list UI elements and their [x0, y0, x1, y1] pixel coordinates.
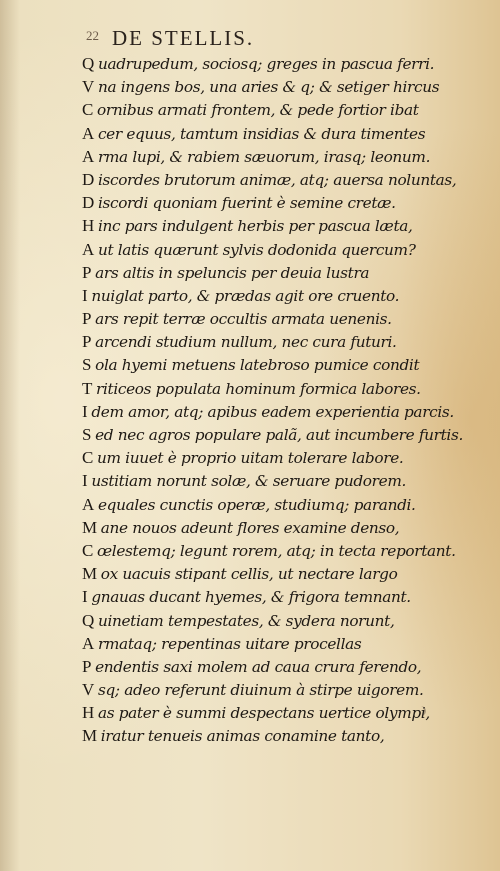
verse-text: dem amor, atq; apibus eadem experientia parcis.	[91, 402, 454, 421]
verse-initial: C	[82, 540, 93, 560]
verse-line	[82, 701, 463, 724]
verse-text: nuiglat parto, & prædas agit ore cruento.	[91, 286, 400, 305]
verse-line	[82, 632, 463, 655]
ink-mark	[416, 706, 426, 716]
verse-text: endentis saxi molem ad caua crura ferendo,	[95, 657, 422, 676]
verse-initial: D	[82, 193, 94, 213]
verse-line	[82, 307, 463, 330]
verse-text: ornibus armati frontem, & pede fortior ibat	[97, 101, 419, 120]
verse-line	[82, 238, 463, 261]
verse-line	[82, 377, 463, 400]
verse-line	[82, 353, 463, 376]
verse-text: iratur tenueis animas conamine tanto,	[100, 727, 385, 746]
verse-text: iscordi quoniam fuerint è semine cretæ.	[97, 194, 396, 213]
verse-text: sq; adeo referunt diuinum à stirpe uigorem.	[97, 681, 424, 700]
verse-list	[82, 52, 463, 748]
verse-text: um iuuet è proprio uitam tolerare labore.	[97, 449, 404, 468]
verse-initial: V	[82, 77, 94, 97]
verse-initial: S	[82, 425, 92, 444]
verse-initial: T	[82, 378, 93, 398]
verse-text: rma lupi, & rabiem sæuorum, irasq; leonum.	[97, 147, 431, 166]
verse-text: gnauas ducant hyemes, & frigora temnant.	[91, 588, 411, 607]
verse-line	[82, 98, 463, 121]
verse-initial: S	[82, 355, 92, 375]
verse-text: iscordes brutorum animæ, atq; auersa noluntas,	[97, 170, 457, 189]
verse-text: ox uacuis stipant cellis, ut nectare largo	[100, 565, 398, 584]
verse-line	[82, 609, 463, 632]
verse-line	[82, 678, 463, 701]
verse-text: œlestemq; legunt rorem, atq; in tecta reportant.	[97, 541, 456, 560]
verse-line	[82, 400, 463, 423]
verse-initial: I	[82, 471, 88, 491]
verse-initial: A	[82, 146, 94, 166]
verse-text: ut latis quærunt sylvis dodonida quercum?	[97, 240, 416, 259]
verse-line	[82, 52, 463, 75]
verse-text: uinetiam tempestates, & sydera norunt,	[97, 611, 395, 630]
verse-text: ed nec agros populare palã, aut incumbere furtis.	[95, 426, 463, 444]
verse-text: as pater è summi despectans uertice olympi,	[97, 704, 430, 723]
verse-initial: Q	[82, 610, 94, 630]
verse-line	[82, 446, 463, 469]
verse-initial: A	[82, 633, 94, 653]
verse-initial: P	[82, 332, 92, 352]
verse-line	[82, 539, 463, 562]
verse-initial: C	[82, 100, 93, 120]
verse-line	[82, 261, 463, 284]
verse-initial: P	[82, 656, 92, 676]
verse-initial: I	[82, 587, 88, 607]
verse-initial: D	[82, 169, 94, 189]
verse-initial: C	[82, 448, 93, 468]
verse-initial: P	[82, 262, 92, 282]
verse-line	[82, 516, 463, 539]
verse-line	[82, 469, 463, 492]
verse-initial: I	[82, 285, 88, 305]
verse-initial: H	[82, 216, 94, 236]
verse-text: ars repit terræ occultis armata uenenis.	[95, 310, 392, 329]
verse-line	[82, 75, 463, 98]
verse-initial: M	[82, 517, 97, 537]
verse-initial: H	[82, 703, 94, 723]
verse-line	[82, 562, 463, 585]
verse-line	[82, 493, 463, 516]
verse-line	[82, 655, 463, 678]
verse-text: ars altis in speluncis per deuia lustra	[95, 263, 370, 282]
verse-initial: A	[82, 239, 94, 259]
verse-initial: M	[82, 564, 97, 584]
verse-line	[82, 284, 463, 307]
verse-initial: Q	[82, 54, 94, 73]
verse-text: ane nouos adeunt flores examine denso,	[100, 518, 400, 537]
verse-line	[82, 585, 463, 608]
verse-initial: I	[82, 401, 88, 421]
verse-text: cer equus, tamtum insidias & dura timentes	[97, 124, 426, 143]
verse-text: na ingens bos, una aries & q; & setiger hircus	[97, 78, 440, 97]
verse-initial: A	[82, 494, 94, 514]
verse-line	[82, 168, 463, 191]
verse-initial: A	[82, 123, 94, 143]
verse-text: uadrupedum, sociosq; greges in pascua ferri.	[97, 55, 435, 73]
verse-initial: P	[82, 309, 92, 329]
verse-line	[82, 145, 463, 168]
verse-line	[82, 330, 463, 353]
verse-line	[82, 191, 463, 214]
verse-line	[82, 724, 463, 747]
verse-text: riticeos populata hominum formica labores.	[96, 379, 421, 398]
verse-text: inc pars indulgent herbis per pascua læta,	[97, 217, 413, 236]
running-head: DE STELLIS.	[112, 26, 255, 50]
verse-text: equales cunctis operæ, studiumq; parandi.	[97, 495, 416, 514]
gutter-shadow	[0, 0, 20, 871]
verse-text: rmataq; repentinas uitare procellas	[97, 634, 362, 653]
verse-line	[82, 214, 463, 237]
verse-text: arcendi studium nullum, nec cura futuri.	[95, 333, 397, 352]
verse-initial: M	[82, 726, 97, 746]
verse-line	[82, 122, 463, 145]
verse-text: ustitiam norunt solæ, & seruare pudorem.	[91, 472, 406, 491]
verse-line	[82, 423, 463, 446]
verse-initial: V	[82, 680, 94, 700]
page-number: 22	[86, 28, 99, 43]
verse-text: ola hyemi metuens latebroso pumice condit	[95, 356, 420, 375]
